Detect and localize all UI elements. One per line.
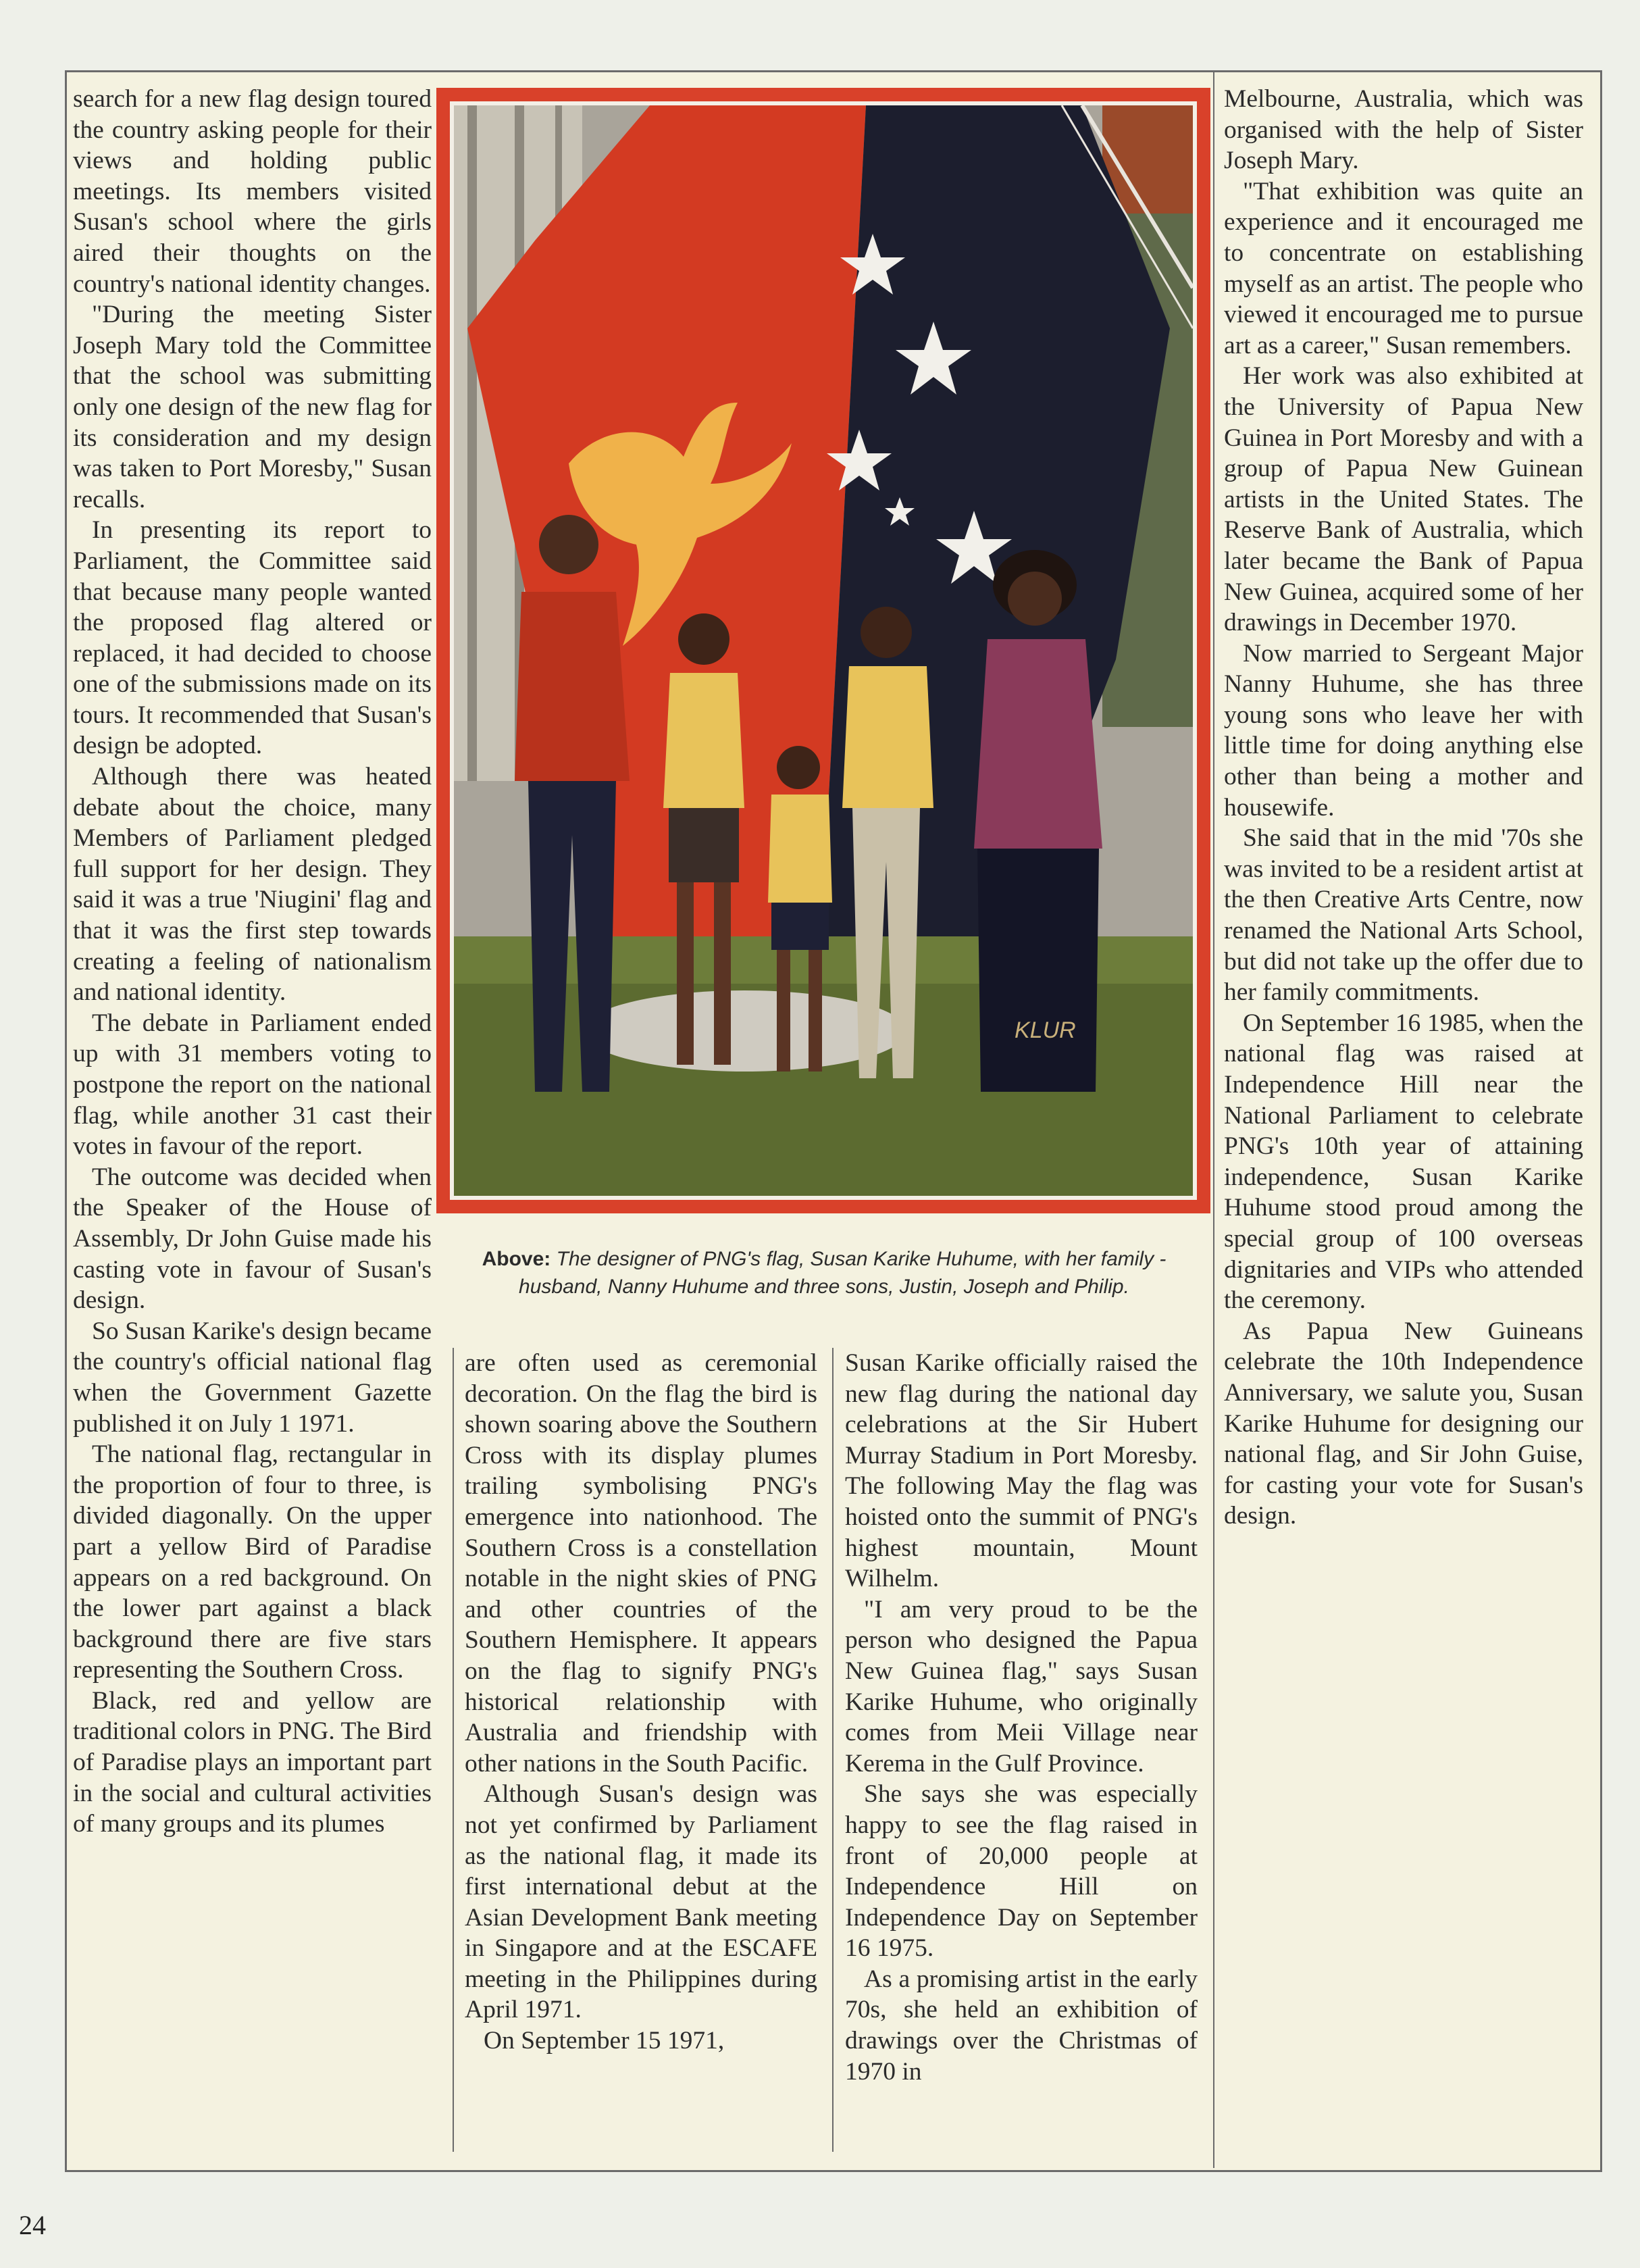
paragraph: She said that in the mid '70s she was invited to be a resident artist at the then Creative Arts Centre, now renamed the National Arts School, but did not take up the offer due to her family commitments. xyxy=(1224,824,1583,1007)
paragraph: Black, red and yellow are traditional colors in PNG. The Bird of Paradise plays an important part in the social and cultural activities of many groups and its plumes xyxy=(73,1686,432,1838)
paragraph: Susan Karike officially raised the new flag during the national day celebrations at the Sir Hubert Murray Stadium in Port Moresby. The following May the flag was hoisted onto the summit of PNG's highest mountain, Mount Wilhelm. xyxy=(845,1349,1198,1593)
family-photo xyxy=(450,101,1197,1200)
caption-lead: Above: xyxy=(482,1248,551,1270)
paragraph: On September 16 1985, when the national flag was raised at Independence Hill near the National Parliament to celebrate PNG's 10th year of attaining independence, Susan Karike Huhume stood proud among the special group of 100 overseas dignitaries and VIPs who attended the ceremony. xyxy=(1224,1009,1583,1315)
paragraph: As Papua New Guineans celebrate the 10th Independence Anniversary, we salute you, Susan Karike Huhume for designing our national flag, and Sir John Guise, for casting your vote for Susan's design. xyxy=(1224,1317,1583,1530)
caption-text: The designer of PNG's flag, Susan Karike Huhume, with her family - husband, Nanny Huhume and three sons, Justin, Joseph and Philip. xyxy=(519,1248,1167,1298)
paragraph: Although Susan's design was not yet confirmed by Parliament as the national flag, it made its first international debut at the Asian Development Bank meeting in Singapore and at the ESCAFE meeting in the Philippines during April 1971. xyxy=(465,1780,817,2024)
page-number: 24 xyxy=(19,2210,46,2240)
paragraph: In presenting its report to Parliament, the Committee said that because many people wanted the proposed flag altered or replaced, it had decided to choose one of the submissions made on its tours. It recommended that Susan's design be adopted. xyxy=(73,516,432,760)
column-divider xyxy=(1213,70,1214,2168)
paragraph: "During the meeting Sister Joseph Mary told the Committee that the school was submitting only one design of the new flag for its consideration and my design was taken to Port Moresby," Susan recalls. xyxy=(73,301,432,513)
paragraph: As a promising artist in the early 70s, she held an exhibition of drawings over the Christmas of 1970 in xyxy=(845,1965,1198,2086)
paragraph: She says she was especially happy to see the flag raised in front of 20,000 people at Independence Hill on Independence Day on September 16 1975. xyxy=(845,1780,1198,1963)
paragraph: On September 15 1971, xyxy=(484,2027,725,2055)
paragraph: Now married to Sergeant Major Nanny Huhume, she has three young sons who leave her with little time for doing anything else other than being a mother and housewife. xyxy=(1224,639,1583,822)
paragraph: "That exhibition was quite an experience and it encouraged me to concentrate on establishing myself as an artist. The people who viewed it encouraged me to pursue art as a career," Susan remembers. xyxy=(1224,177,1583,359)
column-divider xyxy=(832,1348,834,2152)
column-divider xyxy=(453,1348,454,2152)
paragraph: search for a new flag design toured the country asking people for their views and holding public meetings. Its members visited Susan's school where the girls aired their thoughts on the country's national identity changes. xyxy=(73,85,432,298)
skirt-lettering: KLUR xyxy=(1015,1017,1076,1043)
paragraph: Her work was also exhibited at the University of Papua New Guinea in Port Moresby and with a group of Papua New Guinean artists in the United States. The Reserve Bank of Australia, which later became the Bank of Papua New Guinea, acquired some of her drawings in December 1970. xyxy=(1224,362,1583,637)
photo-caption xyxy=(473,1245,1175,1301)
paragraph: The national flag, rectangular in the proportion of four to three, is divided diagonally. On the upper part a yellow Bird of Paradise appears on a red background. On the lower part against a black background there are five stars representing the Southern Cross. xyxy=(73,1440,432,1684)
paragraph: So Susan Karike's design became the country's official national flag when the Government Gazette published it on July 1 1971. xyxy=(73,1317,432,1438)
paragraph: The outcome was decided when the Speaker of the House of Assembly, Dr John Guise made his casting vote in favour of Susan's design. xyxy=(73,1163,432,1315)
paragraph: Although there was heated debate about the choice, many Members of Parliament pledged full support for her design. They said it was a true 'Niugini' flag and that it was the first step towards creating a feeling of nationalism and national identity. xyxy=(73,763,432,1007)
photo-frame xyxy=(436,88,1210,1213)
article-column-4 xyxy=(1224,84,1583,2158)
paragraph: The debate in Parliament ended up with 31 members voting to postpone the report on the national flag, while another 31 cast their votes in favour of the report. xyxy=(73,1009,432,1161)
paragraph: Melbourne, Australia, which was organised with the help of Sister Joseph Mary. xyxy=(1224,85,1583,175)
paragraph: are often used as ceremonial decoration. On the flag the bird is shown soaring above the Southern Cross with its display plumes trailing symbolising PNG's emergence into nationhood. The Southern Cross is a constellation notable in the night skies of PNG and other countries of the Southern Hemisphere. It appears on the flag to signify PNG's historical relationship with Australia and friendship with other nations in the South Pacific. xyxy=(465,1349,817,1778)
photo-illustration xyxy=(454,105,1193,1196)
article-column-3 xyxy=(845,1348,1198,2159)
paragraph: "I am very proud to be the person who designed the Papua New Guinea flag," says Susan Karike Huhume, who originally comes from Meii Village near Kerema in the Gulf Province. xyxy=(845,1595,1198,1778)
article-column-2 xyxy=(465,1348,817,2159)
article-column-1 xyxy=(73,84,432,2158)
